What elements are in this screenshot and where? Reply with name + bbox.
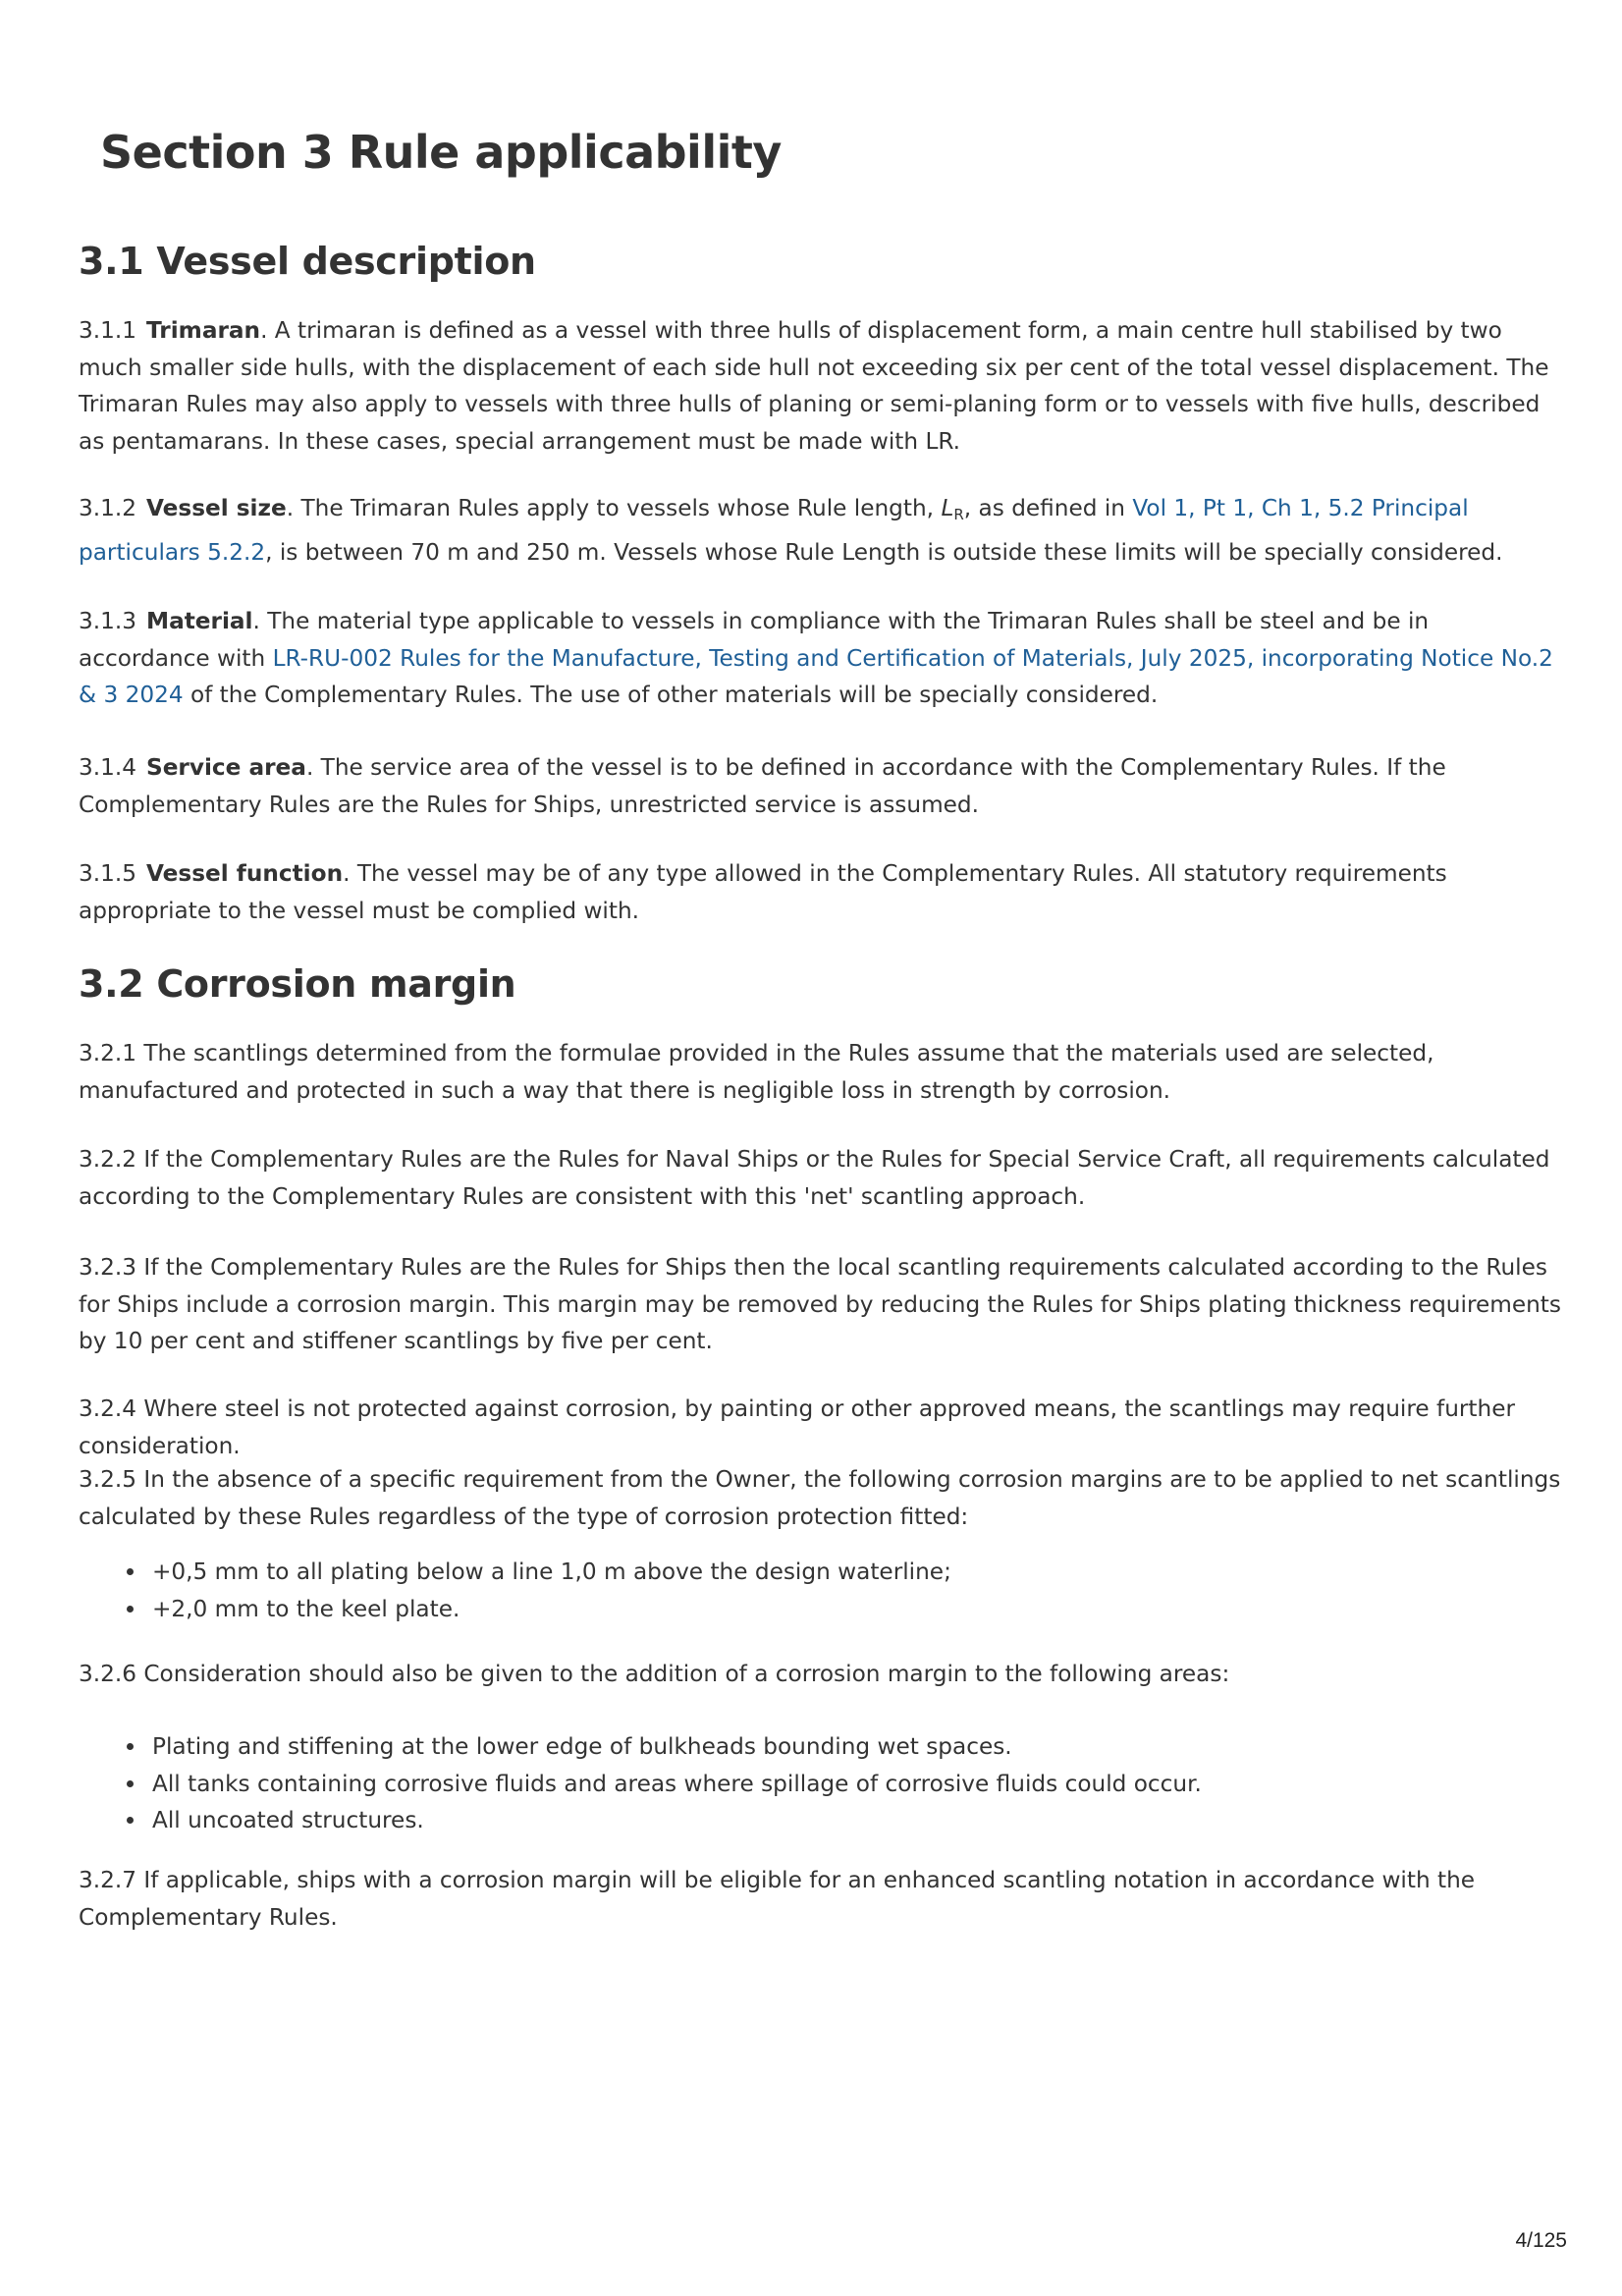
term-material: Material (146, 608, 253, 634)
paragraph-3-2-7: 3.2.7 If applicable, ships with a corrosion margin will be eligible for an enhanced scantling notation in accordance with the Complementary Rules. (79, 1867, 1476, 1931)
paragraph-3-2-3: 3.2.3 If the Complementary Rules are the Rules for Ships then the local scantling requirements calculated according to the Rules for Ships include a corrosion margin. This margin may be removed by reducing the Rules for Ships plating thickness requirements by 10 per cent and stiffener scantlings by five per cent. (79, 1254, 1561, 1354)
list-item: Plating and stiffening at the lower edge of bulkheads bounding wet spaces. (79, 1728, 1551, 1766)
subsection-title-3-2: 3.2 Corrosion margin (79, 962, 516, 1006)
paragraph-3-2-2: 3.2.2 If the Complementary Rules are the Rules for Naval Ships or the Rules for Special Service Craft, all requirements calculated according to the Complementary Rules are consistent with this 'net' scantling approach. (79, 1146, 1550, 1210)
paragraph-3-2-4: 3.2.4 Where steel is not protected against corrosion, by painting or other approved means, the scantlings may require further consideration. (79, 1395, 1516, 1459)
paragraph-number: 3.1.4 (79, 754, 136, 781)
paragraph-text: . The material type applicable to vessels in compliance with the Trimaran Rules shall be steel and be in accordance with (79, 608, 1430, 672)
rule-length-symbol: L (941, 495, 954, 521)
corrosion-margin-list (79, 1554, 1551, 1627)
paragraph-text: . The vessel may be of any type allowed in the Complementary Rules. All statutory requirements appropriate to the vessel must be complied with. (79, 860, 1447, 924)
paragraph-text: , is between 70 m and 250 m. Vessels whose Rule Length is outside these limits will be specially considered. (265, 538, 1503, 566)
rule-length-subscript: R (953, 506, 964, 523)
paragraph-text: . A trimaran is defined as a vessel with three hulls of displacement form, a main centre hull stabilised by two much smaller side hulls, with the displacement of each side hull not exceeding six per cent of the total vessel displacement. The Trimaran Rules may also apply to vessels with three hulls of planing or semi-planing form or to vessels with five hulls, described as pentamarans. In these cases, special arrangement must be made with LR. (79, 317, 1549, 455)
list-item: +2,0 mm to the keel plate. (79, 1591, 1551, 1628)
subsection-title-3-1: 3.1 Vessel description (79, 240, 536, 283)
paragraph-number: 3.1.2 (79, 495, 136, 521)
paragraph-number: 3.1.1 (79, 317, 136, 344)
link-principal-particulars[interactable]: Vol 1, Pt 1, Ch 1, 5.2 Principal particulars 5.2.2 (79, 495, 1469, 566)
paragraph-text: . The service area of the vessel is to be defined in accordance with the Complementary Rules. If the Complementary Rules are the Rules for Ships, unrestricted service is assumed. (79, 754, 1446, 818)
term-vessel-function: Vessel function (146, 860, 344, 887)
paragraph-3-1-5 (79, 855, 1561, 929)
paragraph-text: . The Trimaran Rules apply to vessels whose Rule length, (286, 495, 942, 521)
paragraph-3-2-1: 3.2.1 The scantlings determined from the formulae provided in the Rules assume that the materials used are selected, manufactured and protected in such a way that there is negligible loss in strength by corrosion. (79, 1040, 1434, 1104)
link-materials-rules[interactable]: LR-RU-002 Rules for the Manufacture, Testing and Certification of Materials, July 2025, incorporating Notice No.2 & 3 2024 (79, 644, 1553, 708)
list-item: +0,5 mm to all plating below a line 1,0 m above the design waterline; (79, 1554, 1551, 1591)
list-item: All uncoated structures. (79, 1802, 1551, 1839)
paragraph-3-1-4 (79, 749, 1561, 823)
paragraph-3-2-5: 3.2.5 In the absence of a specific requirement from the Owner, the following corrosion margins are to be applied to net scantlings calculated by these Rules regardless of the type of corrosion protection fitted: (79, 1466, 1561, 1530)
paragraph-3-2-6: 3.2.6 Consideration should also be given to the addition of a corrosion margin to the following areas: (79, 1661, 1230, 1687)
paragraph-3-1-2 (79, 490, 1561, 571)
paragraph-text: of the Complementary Rules. The use of other materials will be specially considered. (183, 682, 1159, 708)
paragraph-number: 3.1.3 (79, 608, 136, 634)
term-service-area: Service area (146, 754, 306, 781)
paragraph-text: , as defined in (963, 495, 1133, 521)
corrosion-areas-list (79, 1728, 1551, 1839)
section-title: Section 3 Rule applicability (100, 126, 782, 179)
paragraph-3-1-3 (79, 603, 1561, 714)
paragraph-number: 3.1.5 (79, 860, 136, 887)
list-item: All tanks containing corrosive fluids and areas where spillage of corrosive fluids could occur. (79, 1766, 1551, 1803)
paragraph-3-1-1 (79, 312, 1561, 460)
page-number: 4/125 (1515, 2229, 1567, 2252)
term-trimaran: Trimaran (146, 317, 261, 344)
term-vessel-size: Vessel size (146, 495, 287, 521)
